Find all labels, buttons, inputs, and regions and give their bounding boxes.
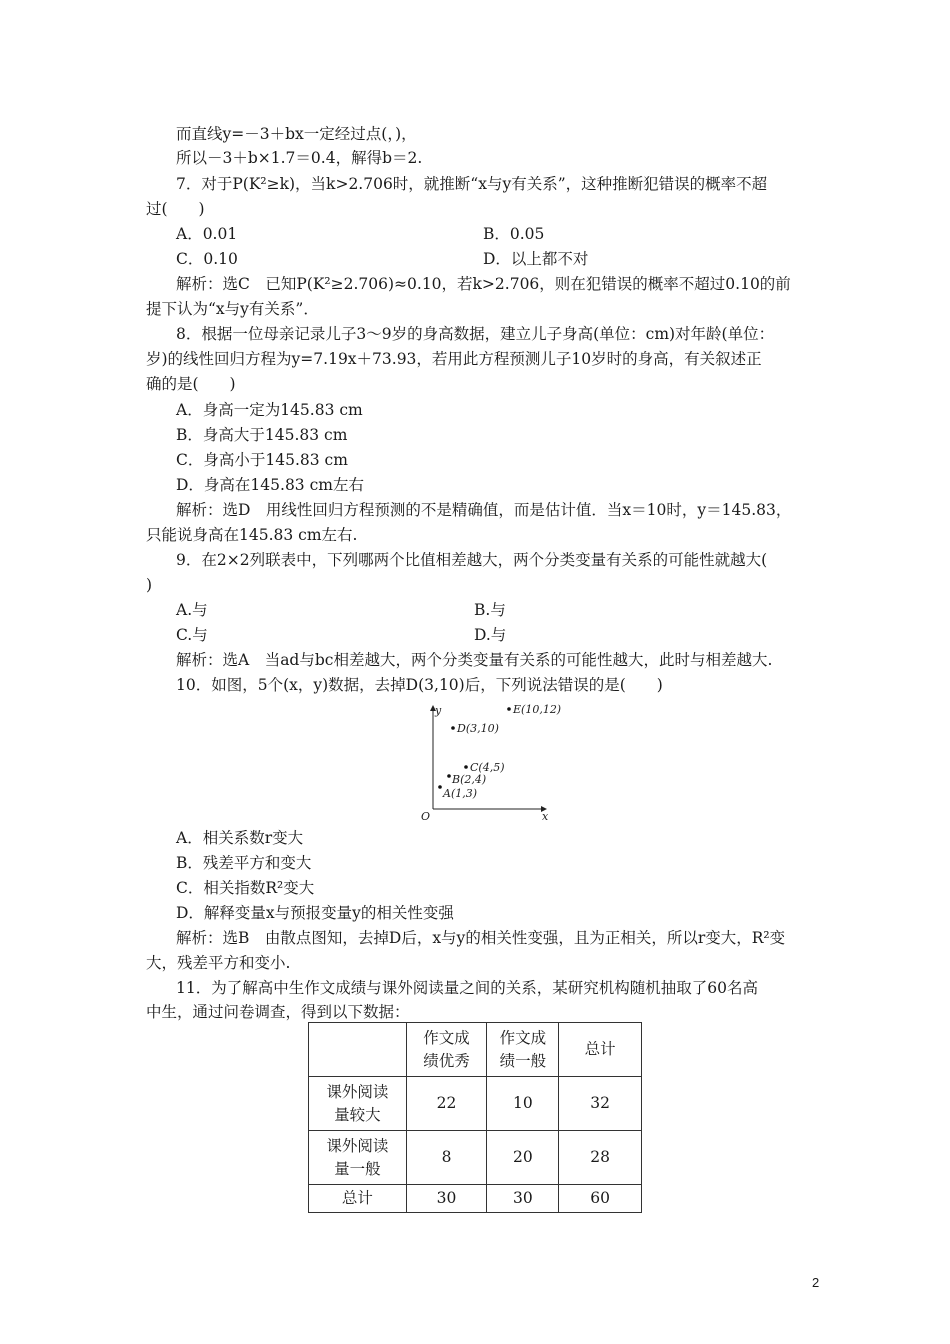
point-label-e: E(10,12) bbox=[513, 703, 562, 716]
table-row bbox=[309, 1077, 642, 1131]
option-c: C.与 bbox=[176, 626, 208, 644]
table-cell: 10 bbox=[487, 1077, 559, 1131]
answer-10: 大，残差平方和变小. bbox=[146, 954, 291, 972]
point-label-a: A(1,3) bbox=[443, 787, 478, 800]
table-row-header bbox=[309, 1077, 407, 1131]
data-point-d bbox=[451, 726, 455, 730]
answer-9: 解析：选A 当ad与bc相差越大，两个分类变量有关系的可能性越大，此时与相差越大. bbox=[176, 651, 773, 669]
question-8-stem: 确的是( ) bbox=[146, 375, 236, 393]
option-a: A．相关系数r变大 bbox=[176, 829, 304, 847]
header-line: 课外阅读 bbox=[326, 1082, 389, 1101]
option-a: A．身高一定为145.83 cm bbox=[176, 401, 363, 419]
option-b: B．残差平方和变大 bbox=[176, 854, 312, 872]
header-line: 作文成 bbox=[499, 1028, 547, 1047]
text-line: 所以－3＋b×1.7＝0.4，解得b＝2. bbox=[176, 149, 423, 167]
table-cell: 22 bbox=[406, 1077, 487, 1131]
question-10-stem: 10．如图，5个(x，y)数据，去掉D(3,10)后，下列说法错误的是( ) bbox=[176, 676, 663, 694]
point-label-b: B(2,4) bbox=[452, 773, 487, 786]
option-c: C．0.10 bbox=[176, 250, 238, 268]
origin-label: O bbox=[421, 810, 431, 823]
table-row-header bbox=[309, 1131, 407, 1185]
question-7-stem: 7．对于P(K²≥k)，当k>2.706时，就推断“x与y有关系”，这种推断犯错误的概率不超 bbox=[176, 175, 768, 193]
question-8-stem: 岁)的线性回归方程为y=7.19x＋73.93，若用此方程预测儿子10岁时的身高，有关叙述正 bbox=[146, 350, 762, 368]
table-cell: 8 bbox=[406, 1131, 487, 1185]
option-b: B.与 bbox=[474, 601, 506, 619]
answer-7: 解析：选C 已知P(K²≥2.706)≈0.10，若k>2.706，则在犯错误的概率不超过0.10的前 bbox=[176, 275, 791, 293]
header-line: 量一般 bbox=[334, 1159, 381, 1178]
question-9-stem: ) bbox=[146, 576, 153, 594]
option-c: C．身高小于145.83 cm bbox=[176, 451, 348, 469]
table-cell: 20 bbox=[487, 1131, 559, 1185]
table-row bbox=[309, 1185, 642, 1213]
header-line: 作文成 bbox=[423, 1028, 470, 1047]
option-d: D．解释变量x与预报变量y的相关性变强 bbox=[176, 904, 454, 922]
question-11-stem: 11．为了解高中生作文成绩与课外阅读量之间的关系，某研究机构随机抽取了60名高 bbox=[176, 979, 758, 997]
option-d: D.与 bbox=[474, 626, 507, 644]
header-line: 绩一般 bbox=[499, 1051, 547, 1070]
option-d: D．身高在145.83 cm左右 bbox=[176, 476, 364, 494]
scatter-plot-figure bbox=[416, 700, 562, 823]
question-7-stem: 过( ) bbox=[146, 200, 205, 218]
contingency-table bbox=[308, 1022, 642, 1213]
answer-10: 解析：选B 由散点图知，去掉D后，x与y的相关性变强，且为正相关，所以r变大，R²变 bbox=[176, 929, 786, 947]
data-point-a bbox=[438, 785, 442, 789]
table-cell: 30 bbox=[406, 1185, 487, 1213]
table-header-row bbox=[309, 1023, 642, 1077]
question-8-stem: 8．根据一位母亲记录儿子3～9岁的身高数据，建立儿子身高(单位：cm)对年龄(单位： bbox=[176, 325, 775, 343]
table-header-cell bbox=[406, 1023, 487, 1077]
option-d: D．以上都不对 bbox=[483, 250, 589, 268]
option-a: A．0.01 bbox=[176, 225, 238, 243]
header-line: 量较大 bbox=[334, 1105, 381, 1124]
x-axis-label: x bbox=[542, 810, 549, 823]
y-axis-label: y bbox=[435, 704, 442, 717]
option-a: A.与 bbox=[176, 601, 208, 619]
header-line: 课外阅读 bbox=[326, 1136, 389, 1155]
data-point-b bbox=[447, 774, 451, 778]
answer-7: 提下认为“x与y有关系”． bbox=[146, 300, 319, 318]
table-cell: 30 bbox=[487, 1185, 559, 1213]
point-label-c: C(4,5) bbox=[470, 761, 505, 774]
page-number: 2 bbox=[812, 1275, 820, 1290]
question-9-stem: 9．在2×2列联表中，下列哪两个比值相差越大，两个分类变量有关系的可能性就越大( bbox=[176, 551, 768, 569]
answer-8: 只能说身高在145.83 cm左右. bbox=[146, 526, 358, 544]
option-b: B．身高大于145.83 cm bbox=[176, 426, 348, 444]
question-11-stem: 中生，通过问卷调查，得到以下数据： bbox=[146, 1003, 410, 1021]
point-label-d: D(3,10) bbox=[457, 722, 499, 735]
data-point-e bbox=[507, 707, 511, 711]
table-cell: 60 bbox=[559, 1185, 642, 1213]
table-header-cell bbox=[309, 1023, 407, 1077]
table-row-header: 总计 bbox=[309, 1185, 407, 1213]
text-line: 而直线y=－3＋bx一定经过点(，)， bbox=[176, 125, 417, 143]
table-row bbox=[309, 1131, 642, 1185]
option-c: C．相关指数R²变大 bbox=[176, 879, 315, 897]
option-b: B．0.05 bbox=[483, 225, 545, 243]
table-cell: 32 bbox=[559, 1077, 642, 1131]
table-cell: 28 bbox=[559, 1131, 642, 1185]
header-line: 绩优秀 bbox=[423, 1051, 470, 1070]
table-header-cell: 总计 bbox=[559, 1023, 642, 1077]
data-point-c bbox=[464, 765, 468, 769]
answer-8: 解析：选D 用线性回归方程预测的不是精确值，而是估计值．当x＝10时，y＝145.83， bbox=[176, 501, 792, 519]
table-header-cell bbox=[487, 1023, 559, 1077]
